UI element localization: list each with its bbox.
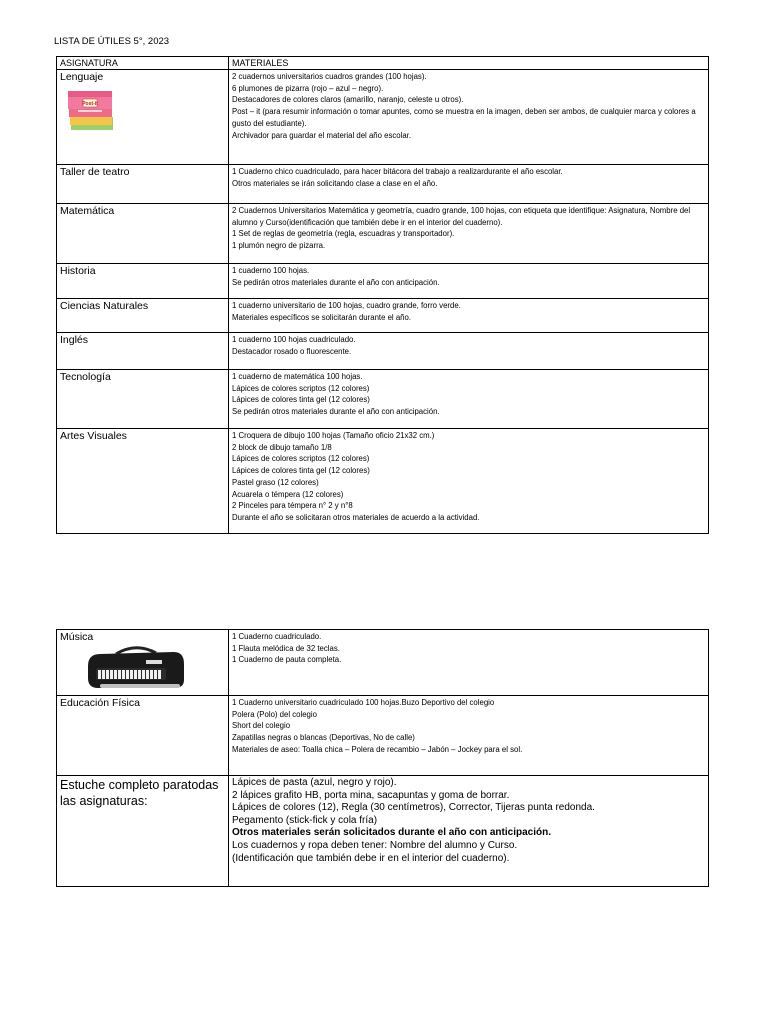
row-matematica xyxy=(57,204,709,264)
materials-cell xyxy=(229,333,709,370)
material-line: 2 Pinceles para témpera n° 2 y n°8 xyxy=(232,501,353,511)
subject-name: Educación Física xyxy=(60,697,140,709)
subject-name: Estuche completo paratodas las asignaturas: xyxy=(60,778,219,808)
material-line: Lápices de colores tinta gel (12 colores) xyxy=(232,395,370,405)
material-line: 1 Cuaderno universitario cuadriculado 100 hojas.Buzo Deportivo del colegio xyxy=(232,698,495,707)
materials-cell xyxy=(229,630,709,696)
table-header-row xyxy=(57,57,709,70)
header-materials: MATERIALES xyxy=(229,57,709,70)
row-tecnologia xyxy=(57,370,709,429)
subject-name: Taller de teatro xyxy=(60,166,130,178)
materials-cell xyxy=(229,696,709,776)
material-line: 1 cuaderno de matemática 100 hojas. xyxy=(232,372,363,381)
materials-cell xyxy=(229,264,709,299)
material-line: Post – it (para resumir información o tomar apuntes, como se muestra en la imagen, deben ser ambos, de cualquier marca y colores a gusto del estudiante). xyxy=(232,107,696,128)
material-line: 1 Cuaderno chico cuadriculado, para hacer bitácora del trabajo a realizardurante el año escolar. xyxy=(232,167,563,176)
subject-name: Historia xyxy=(60,265,96,277)
subject-name: Tecnología xyxy=(60,371,111,383)
material-line: 1 Flauta melódica de 32 teclas. xyxy=(232,643,340,653)
subject-name: Ciencias Naturales xyxy=(60,300,149,312)
supplies-table xyxy=(56,56,709,534)
subject-cell xyxy=(57,70,229,165)
material-line: 2 block de dibujo tamaño 1/8 xyxy=(232,442,332,452)
materials-cell xyxy=(229,299,709,333)
materials-cell xyxy=(229,204,709,264)
material-line: Zapatillas negras o blancas (Deportivas, No de calle) xyxy=(232,733,415,743)
subject-cell xyxy=(57,264,229,299)
row-artes-visuales xyxy=(57,429,709,534)
subject-cell xyxy=(57,370,229,429)
material-line: Los cuadernos y ropa deben tener: Nombre del alumno y Curso. xyxy=(232,839,518,851)
material-line: Lápices de colores scriptos (12 colores) xyxy=(232,383,370,393)
material-line: 1 Set de reglas de geometría (regla, escuadras y transportador). xyxy=(232,229,455,239)
materials-cell xyxy=(229,165,709,204)
materials-cell xyxy=(229,776,709,887)
row-ciencias-naturales xyxy=(57,299,709,333)
material-line: Lápices de colores tinta gel (12 colores) xyxy=(232,466,370,476)
subject-name: Matemática xyxy=(60,205,115,217)
material-line: Destacador rosado o fluorescente. xyxy=(232,346,352,356)
post-it-notes-image xyxy=(68,89,114,131)
subject-cell xyxy=(57,630,229,696)
material-line: Otros materiales se irán solicitando clase a clase en el año. xyxy=(232,178,438,188)
material-line: Otros materiales serán solicitados durante el año con anticipación. xyxy=(232,827,551,839)
material-line: 1 Cuaderno de pauta completa. xyxy=(232,655,342,665)
material-line: Lápices de colores scriptos (12 colores) xyxy=(232,454,370,464)
subject-cell xyxy=(57,429,229,534)
material-line: Se pedirán otros materiales durante el año con anticipación. xyxy=(232,407,440,417)
subject-cell xyxy=(57,165,229,204)
melodica-image xyxy=(86,646,186,694)
materials-cell xyxy=(229,370,709,429)
row-taller-de-teatro xyxy=(57,165,709,204)
material-line: Lápices de pasta (azul, negro y rojo). xyxy=(232,777,397,788)
material-line: 1 Cuaderno cuadriculado. xyxy=(232,632,322,641)
material-line: 2 lápices grafito HB, porta mina, sacapuntas y goma de borrar. xyxy=(232,789,510,801)
material-line: Pegamento (stick-fick y cola fría) xyxy=(232,814,378,826)
subject-cell xyxy=(57,776,229,887)
material-line: Archivador para guardar el material del año escolar. xyxy=(232,130,411,140)
material-line: Acuarela o témpera (12 colores) xyxy=(232,489,344,499)
material-line: 1 plumón negro de pizarra. xyxy=(232,241,326,251)
material-line: (Identificación que también debe ir en el interior del cuaderno). xyxy=(232,852,510,864)
material-line: Materiales específicos se solicitarán durante el año. xyxy=(232,312,411,322)
row-historia xyxy=(57,264,709,299)
row-estuche xyxy=(57,776,709,887)
subject-name: Inglés xyxy=(60,334,89,346)
material-line: Durante el año se solicitaran otros materiales de acuerdo a la actividad. xyxy=(232,512,480,522)
subject-cell xyxy=(57,696,229,776)
row-educacion-fisica xyxy=(57,696,709,776)
material-line: 1 cuaderno universitario de 100 hojas, cuadro grande, forro verde. xyxy=(232,301,461,310)
material-line: 1 cuaderno 100 hojas cuadriculado. xyxy=(232,335,356,344)
header-subject: ASIGNATURA xyxy=(57,57,229,70)
subject-cell xyxy=(57,299,229,333)
post-it-logo-text: Post-it xyxy=(82,101,98,107)
material-line: Materiales de aseo: Toalla chica – Polera de recambio – Jabón – Jockey para el sol. xyxy=(232,744,523,754)
material-line: 1 cuaderno 100 hojas. xyxy=(232,266,310,275)
row-ingles xyxy=(57,333,709,370)
subject-name: Música xyxy=(60,631,94,643)
material-line: 2 Cuadernos Universitarios Matemática y geometría, cuadro grande, 100 hojas, con etiqueta que identifique: Asignatura, Nombre del alumno y Curso(identificación que también debe ir en el interior del cuaderno). xyxy=(232,206,691,227)
material-line: 1 Croquera de dibujo 100 hojas (Tamaño oficio 21x32 cm.) xyxy=(232,431,435,440)
subject-cell xyxy=(57,204,229,264)
material-line: 6 plumones de pizarra (rojo – azul – negro). xyxy=(232,83,384,93)
row-lenguaje xyxy=(57,70,709,165)
material-line: 2 cuadernos universitarios cuadros grandes (100 hojas). xyxy=(232,72,427,81)
material-line: Pastel graso (12 colores) xyxy=(232,477,319,487)
supplies-table-continued xyxy=(56,629,709,887)
material-line: Destacadores de colores claros (amarillo, naranjo, celeste u otros). xyxy=(232,95,464,105)
material-line: Polera (Polo) del colegio xyxy=(232,709,317,719)
subject-cell xyxy=(57,333,229,370)
subject-name: Artes Visuales xyxy=(60,430,127,442)
row-musica xyxy=(57,630,709,696)
material-line: Lápices de colores (12), Regla (30 centímetros), Corrector, Tijeras punta redonda. xyxy=(232,802,595,814)
materials-cell xyxy=(229,429,709,534)
materials-cell xyxy=(229,70,709,165)
subject-name: Lenguaje xyxy=(60,71,104,83)
page-title: LISTA DE ÚTILES 5°, 2023 xyxy=(54,36,170,47)
material-line: Se pedirán otros materiales durante el año con anticipación. xyxy=(232,277,440,287)
material-line: Short del colegio xyxy=(232,721,291,731)
